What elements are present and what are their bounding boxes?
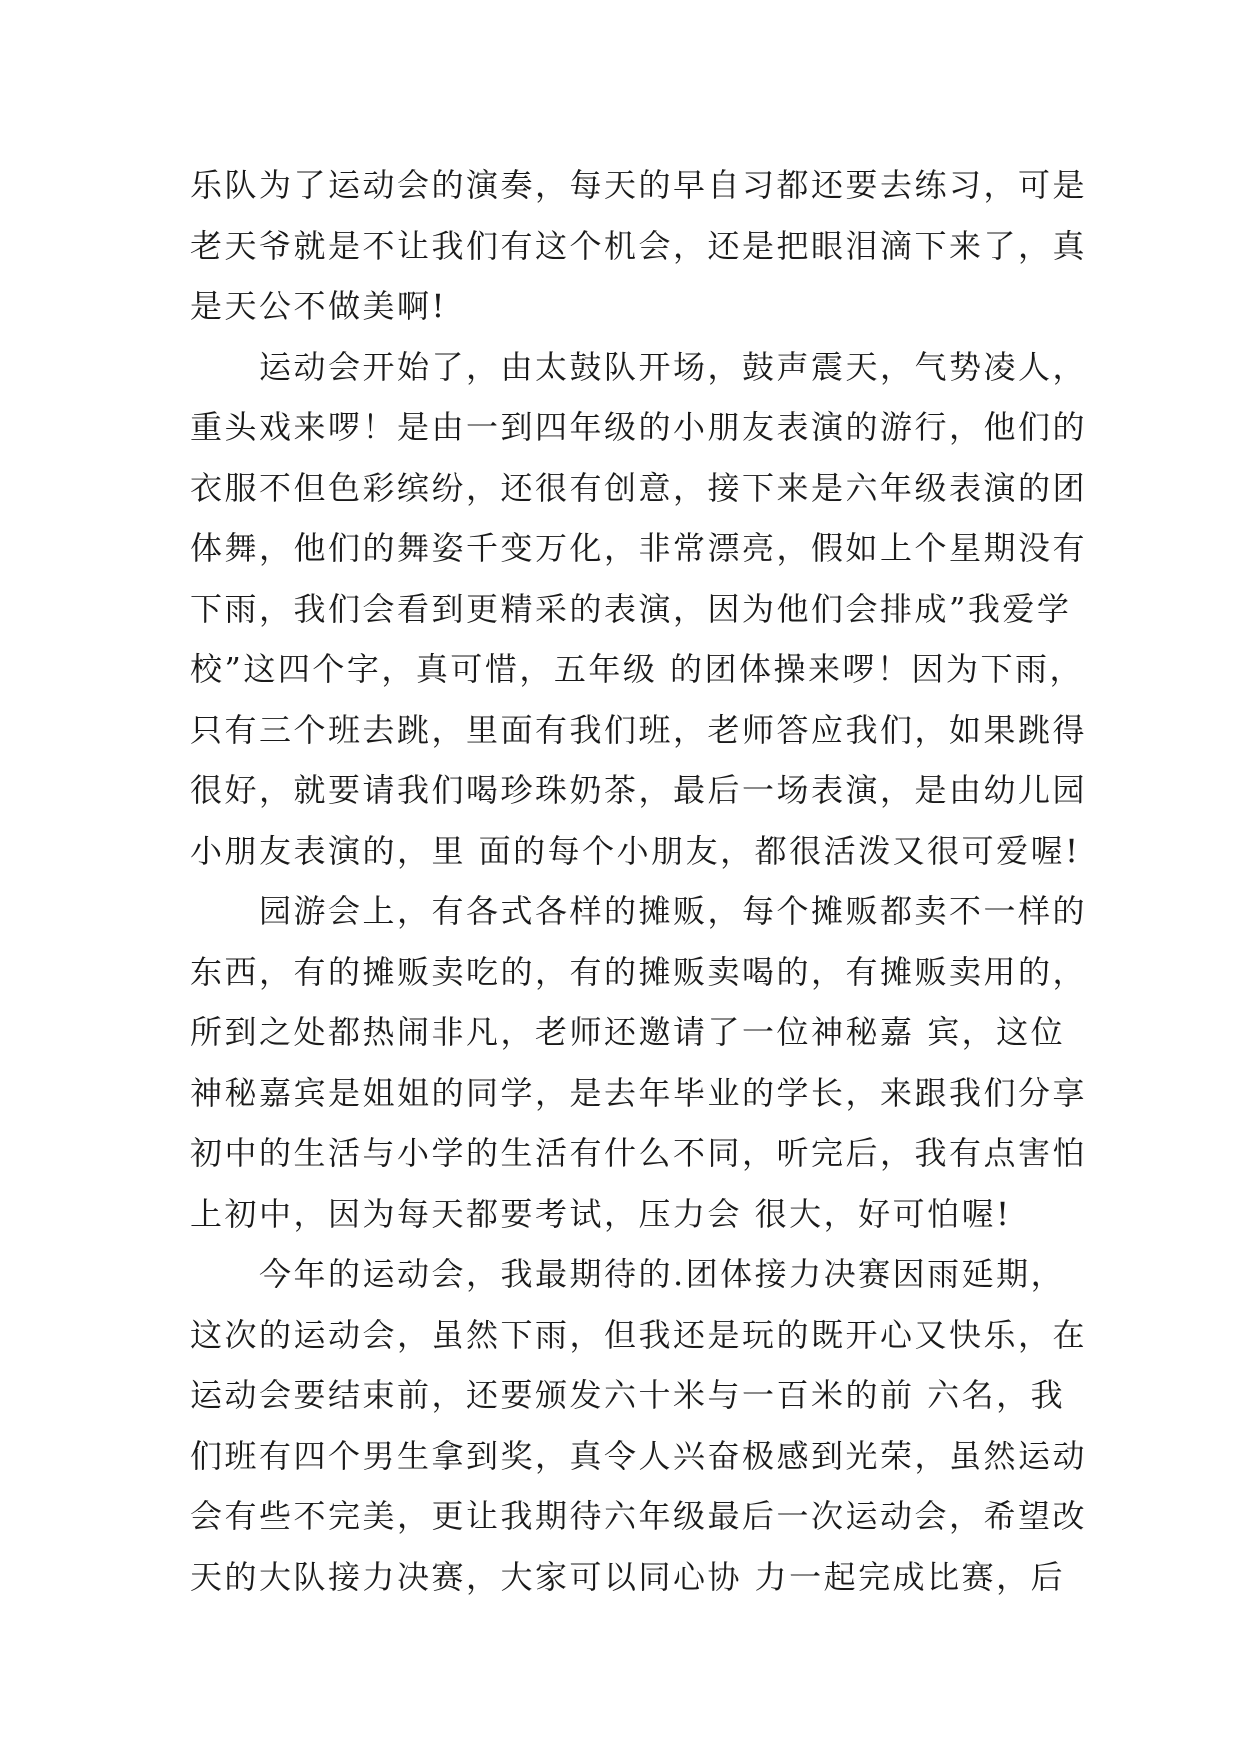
text-line: 只有三个班去跳，里面有我们班，老师答应我们，如果跳得 (190, 710, 1088, 749)
text-line: 天的大队接力决赛，大家可以同心协 力一起完成比赛，后 (190, 1557, 1066, 1596)
text-line: 这次的运动会，虽然下雨，但我还是玩的既开心又快乐，在 (190, 1315, 1088, 1354)
text-line: 体舞，他们的舞姿千变万化，非常漂亮，假如上个星期没有 (190, 529, 1088, 567)
text-line: 初中的生活与小学的生活有什么不同，听完后，我有点害怕 (190, 1134, 1088, 1172)
text-line: 神秘嘉宾是姐姐的同学，是去年毕业的学长，来跟我们分享 (190, 1073, 1088, 1112)
text-line: 们班有四个男生拿到奖，真令人兴奋极感到光荣，虽然运动 (190, 1436, 1088, 1475)
text-line: 上初中，因为每天都要考试，压力会 很大，好可怕喔! (190, 1194, 1012, 1233)
text-line: 小朋友表演的，里 面的每个小朋友，都很活泼又很可爱喔! (190, 831, 1081, 870)
text-line: 所到之处都热闹非凡，老师还邀请了一位神秘嘉 宾，这位 (190, 1013, 1066, 1051)
text-line: 会有些不完美，更让我期待六年级最后一次运动会，希望改 (190, 1497, 1088, 1535)
text-line: 重头戏来啰！是由一到四年级的小朋友表演的游行，他们的 (190, 408, 1088, 446)
text-line: 运动会开始了，由太鼓队开场，鼓声震天，气势凌人， (190, 347, 1088, 386)
text-line: 是天公不做美啊! (190, 287, 447, 325)
text-line: 很好，就要请我们喝珍珠奶茶，最后一场表演，是由幼儿园 (190, 771, 1088, 809)
text-line: 乐队为了运动会的演奏，每天的早自习都还要去练习，可是 (190, 166, 1088, 204)
text-line: 运动会要结束前，还要颁发六十米与一百米的前 六名，我 (190, 1376, 1066, 1414)
text-line: 下雨，我们会看到更精采的表演，因为他们会排成”我爱学 (190, 589, 1072, 628)
text-line: 衣服不但色彩缤纷，还很有创意，接下来是六年级表演的团 (190, 468, 1088, 507)
text-line: 园游会上，有各式各样的摊贩，每个摊贩都卖不一样的 (190, 892, 1088, 930)
text-line: 东西，有的摊贩卖吃的，有的摊贩卖喝的，有摊贩卖用的， (190, 952, 1088, 991)
text-line: 老天爷就是不让我们有这个机会，还是把眼泪滴下来了，真 (190, 226, 1088, 265)
text-line: 校”这四个字，真可惜，五年级 的团体操来啰！因为下雨， (190, 650, 1085, 688)
text-line: 今年的运动会，我最期待的.团体接力决赛因雨延期， (190, 1255, 1066, 1293)
essay-text (190, 155, 1088, 1607)
